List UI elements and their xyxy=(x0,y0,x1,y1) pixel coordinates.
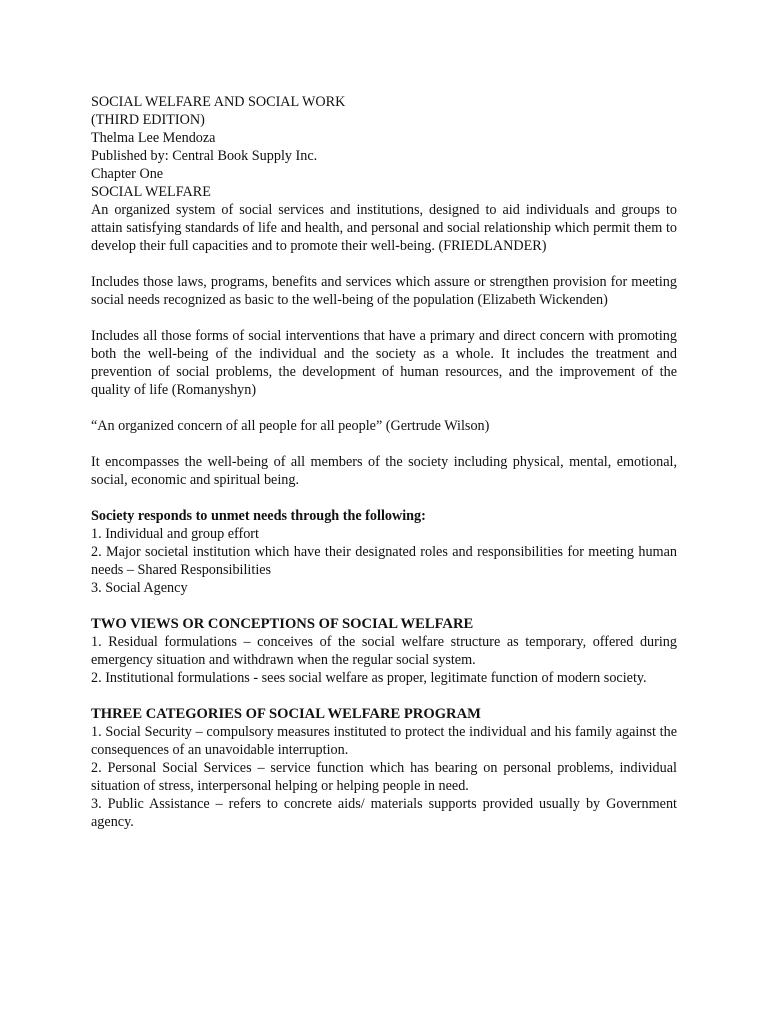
categories-heading: THREE CATEGORIES OF SOCIAL WELFARE PROGRAM xyxy=(91,706,481,722)
responses-heading: Society responds to unmet needs through the following: xyxy=(91,508,426,524)
categories-item: 3. Public Assistance – refers to concrete aids/ materials supports provided usually by Government agency. xyxy=(91,796,677,830)
views-item: 1. Residual formulations – conceives of the social welfare structure as temporary, offered during emergency situation and withdrawn when the regular social system. xyxy=(91,634,677,668)
book-author: Thelma Lee Mendoza xyxy=(91,130,216,146)
book-title: SOCIAL WELFARE AND SOCIAL WORK xyxy=(91,94,346,110)
book-publisher: Published by: Central Book Supply Inc. xyxy=(91,148,318,164)
views-item: 2. Institutional formulations - sees social welfare as proper, legitimate function of modern society. xyxy=(91,670,647,686)
definition-encompasses: It encompasses the well-being of all members of the society including physical, mental, emotional, social, economic and spiritual being. xyxy=(91,454,677,488)
document-page xyxy=(91,93,677,831)
responses-item: 1. Individual and group effort xyxy=(91,526,259,542)
chapter-title: SOCIAL WELFARE xyxy=(91,184,211,200)
definition-romanyshyn: Includes all those forms of social interventions that have a primary and direct concern with promoting both the well-being of the individual and the society as a whole. It includes the treatment and prevention of social problems, the development of human resources, and the improvement of the quality of life (Romanyshyn) xyxy=(91,328,677,398)
views-heading: TWO VIEWS OR CONCEPTIONS OF SOCIAL WELFARE xyxy=(91,616,474,632)
definition-wilson: “An organized concern of all people for all people” (Gertrude Wilson) xyxy=(91,418,490,434)
definition-wickenden: Includes those laws, programs, benefits and services which assure or strengthen provision for meeting social needs recognized as basic to the well-being of the population (Elizabeth Wickenden) xyxy=(91,274,677,308)
responses-item: 2. Major societal institution which have their designated roles and responsibilities for meeting human needs – Shared Responsibilities xyxy=(91,544,677,578)
definition-friedlander: An organized system of social services and institutions, designed to aid individuals and groups to attain satisfying standards of life and health, and personal and social relationship which permit them to develop their full capacities and to promote their well-being. (FRIEDLANDER) xyxy=(91,202,677,254)
chapter-label: Chapter One xyxy=(91,166,164,182)
categories-item: 2. Personal Social Services – service function which has bearing on personal problems, individual situation of stress, interpersonal helping or helping people in need. xyxy=(91,760,677,794)
book-edition: (THIRD EDITION) xyxy=(91,112,205,128)
responses-item: 3. Social Agency xyxy=(91,580,188,596)
categories-item: 1. Social Security – compulsory measures instituted to protect the individual and his family against the consequences of an unavoidable interruption. xyxy=(91,724,677,758)
